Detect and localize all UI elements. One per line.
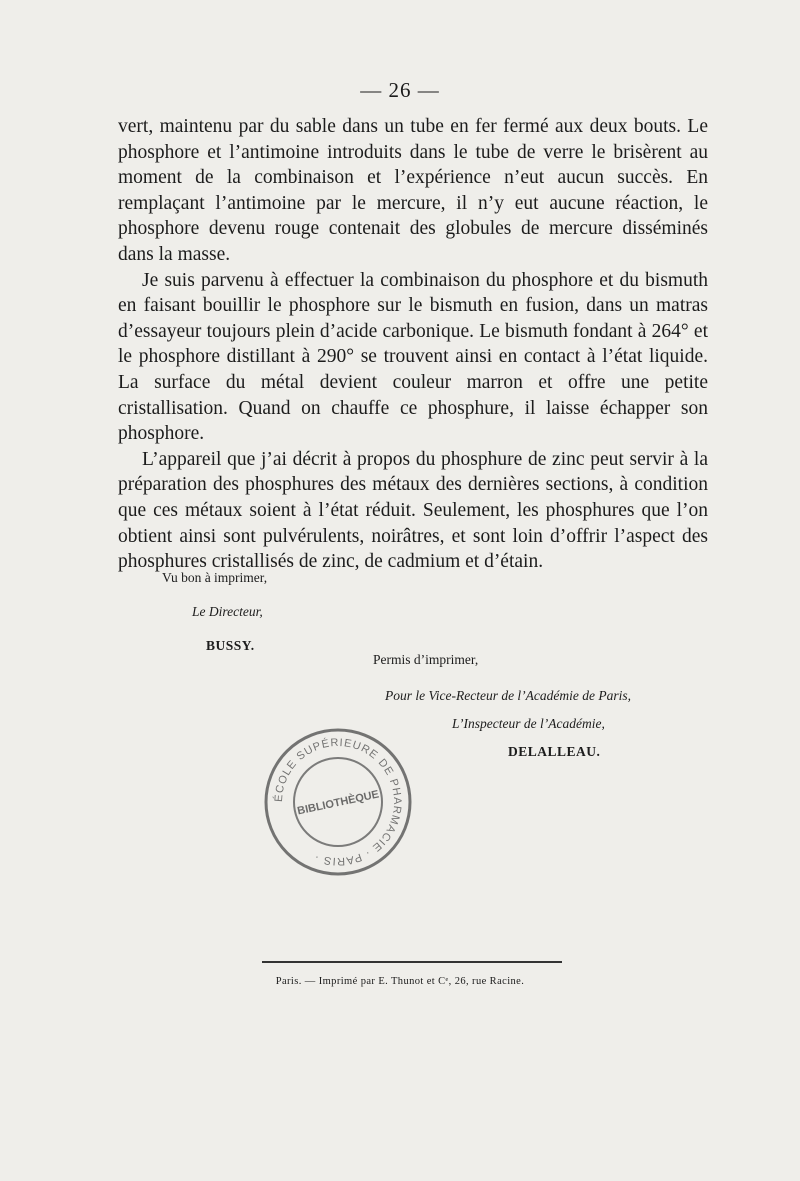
body-text	[118, 114, 708, 575]
stamp-center-text: BIBLIOTHÈQUE	[296, 788, 381, 818]
stamp-ring-text: ÉCOLE SUPÉRIEURE DE PHARMACIE · PARIS ·	[272, 736, 404, 868]
permis-d-imprimer: Permis d’imprimer,	[373, 652, 479, 667]
footer-rule	[262, 961, 562, 963]
paragraph-3: L’appareil que j’ai décrit à propos du phosphure de zinc peut servir à la préparation des phosphures des métaux des dernières sections, à condition que ces métaux soient à l’état réduit. Seulement, les phosphures que l’on obtient ainsi sont pulvérulents, noirâtres, et sont loin d’offrir l’aspect des phosphures cristallisés de zinc, de cadmium et d’étain.	[118, 448, 708, 573]
library-stamp-icon	[258, 722, 418, 882]
printer-imprint: Paris. — Imprimé par E. Thunot et Cᵉ, 26, rue Racine.	[275, 976, 525, 987]
vice-recteur-line: Pour le Vice-Recteur de l’Académie de Paris,	[385, 688, 632, 703]
directeur-name: BUSSY.	[206, 638, 255, 653]
directeur-title: Le Directeur,	[192, 604, 263, 619]
paragraph-1: vert, maintenu par du sable dans un tube en fer fermé aux deux bouts. Le phosphore et l’antimoine introduits dans le tube de verre le brisèrent au moment de la combinaison et l’expérience n’eut aucun succès. En remplaçant l’antimoine par le mercure, il n’y eut aucune réaction, le phosphore devenu rouge contenait des globules de mercure disséminés dans la masse.	[118, 116, 708, 265]
inspecteur-name: DELALLEAU.	[508, 744, 601, 759]
page-number: — 26 —	[360, 78, 440, 102]
vu-bon-a-imprimer: Vu bon à imprimer,	[162, 570, 268, 585]
paragraph-2: Je suis parvenu à effectuer la combinaison du phosphore et du bismuth en faisant bouillir le phosphore sur le bismuth en fusion, dans un matras d’essayeur toujours plein d’acide carbonique. Le bismuth fondant à 264° et le phosphore distillant à 290° se trouvent ainsi en contact à l’état liquide. La surface du métal devient couleur marron et offre une petite cristallisation. Quand on chauffe ce phosphure, il laisse échapper son phosphore.	[118, 269, 708, 445]
inspecteur-title: L’Inspecteur de l’Académie,	[452, 716, 605, 731]
